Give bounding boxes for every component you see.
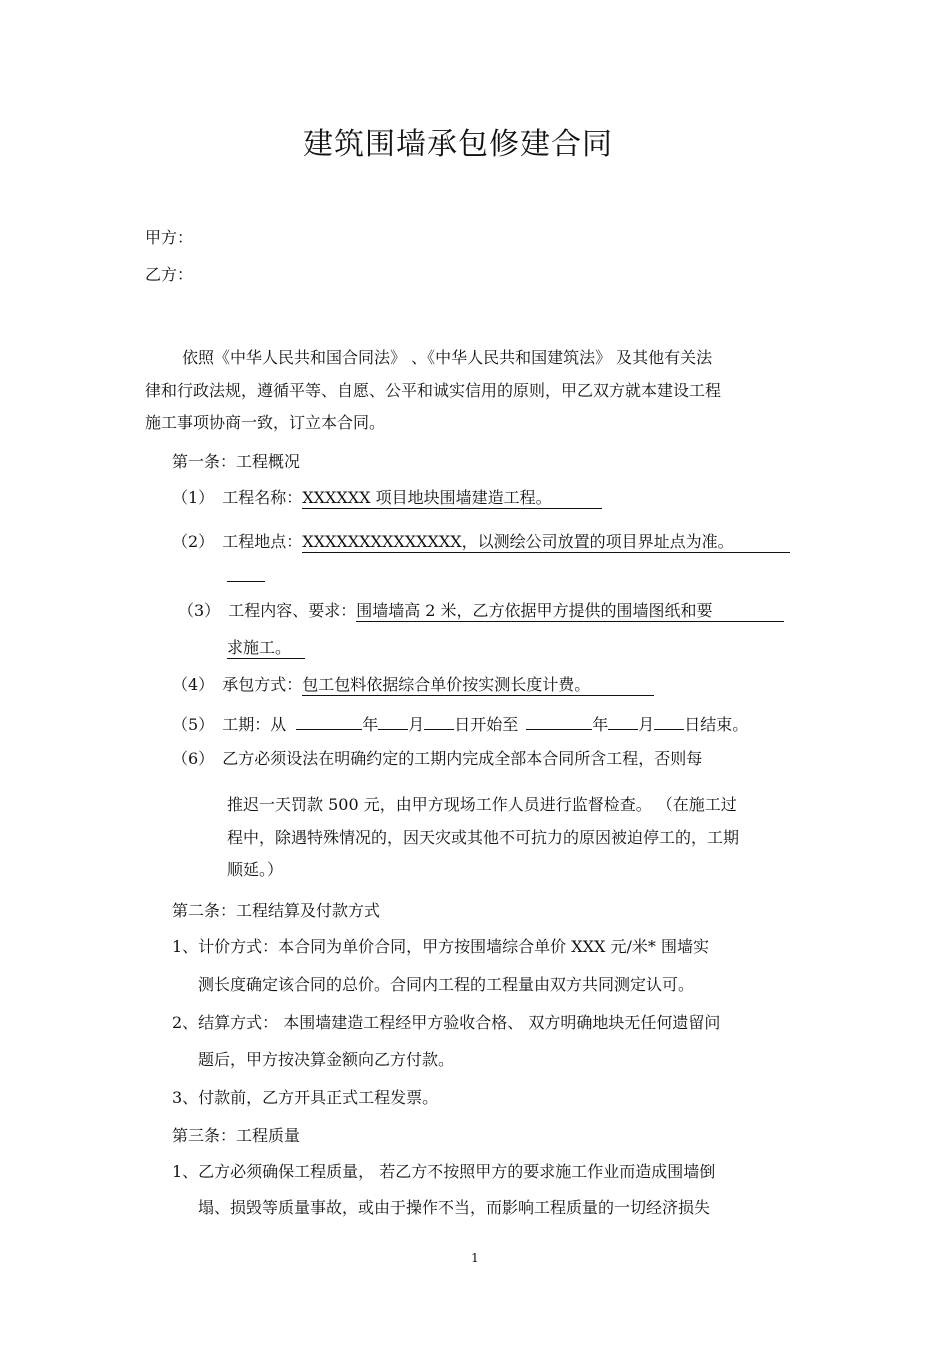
item-label: 承包方式： bbox=[222, 675, 303, 694]
item-3 bbox=[178, 601, 784, 622]
party-a-label: 甲方： bbox=[145, 228, 194, 247]
item-1 bbox=[172, 488, 602, 509]
article-2-heading: 第二条：工程结算及付款方式 bbox=[172, 901, 381, 920]
article-1-heading: 第一条：工程概况 bbox=[172, 452, 301, 471]
article-2-p2-line-1: 2、结算方式： 本围墙建造工程经甲方验收合格、 双方明确地块无任何遗留问 bbox=[172, 1013, 721, 1032]
item-6-line-4: 顺延。） bbox=[227, 860, 284, 879]
item-label: 工程地点： bbox=[222, 532, 303, 551]
item-label: 工程内容、要求： bbox=[228, 601, 357, 620]
item-6-line-2: 推迟一天罚款 500 元，由甲方现场工作人员进行监督检查。 （在施工过 bbox=[227, 795, 737, 814]
item-number: （5） bbox=[172, 715, 215, 734]
item-number: （3） bbox=[178, 601, 221, 620]
article-3-p1-line-2: 塌、损毁等质量事故，或由于操作不当，而影响工程质量的一切经济损失 bbox=[198, 1198, 711, 1217]
item-label: 工期：从 bbox=[222, 715, 287, 734]
item-number: （4） bbox=[172, 675, 215, 694]
preamble-line-2: 律和行政法规，遵循平等、自愿、公平和诚实信用的原则，甲乙双方就本建设工程 bbox=[145, 381, 722, 400]
contract-title: 建筑围墙承包修建合同 bbox=[303, 127, 613, 162]
item-6-line-1: 乙方必须设法在明确约定的工期内完成全部本合同所含工程，否则每 bbox=[222, 749, 703, 768]
item-2 bbox=[172, 532, 790, 553]
end-day-blank bbox=[654, 712, 684, 730]
article-2-p2-line-2: 题后，甲方按决算金额向乙方付款。 bbox=[198, 1050, 455, 1069]
project-location-value: XXXXXXXXXXXXXX，以测绘公司放置的项目界址点为准。 bbox=[302, 532, 790, 553]
party-b-label: 乙方： bbox=[145, 265, 194, 284]
contract-method-value: 包工包料依据综合单价按实测长度计费。 bbox=[302, 675, 654, 696]
article-2-p1-line-1: 1、计价方式：本合同为单价合同，甲方按围墙综合单价 XXX 元/米* 围墙实 bbox=[172, 937, 710, 956]
project-name-value: XXXXXX 项目地块围墙建造工程。 bbox=[302, 488, 602, 509]
item-label: 工程名称： bbox=[222, 488, 303, 507]
article-3-p1-line-1: 1、乙方必须确保工程质量， 若乙方不按照甲方的要求施工作业而造成围墙倒 bbox=[172, 1162, 716, 1181]
start-month-blank bbox=[378, 712, 408, 730]
work-content-value-line-1: 围墙墙高 2 米，乙方依据甲方提供的围墙图纸和要 bbox=[356, 601, 784, 622]
location-underline-continuation bbox=[227, 563, 265, 582]
work-content-value-line-2: 求施工。 bbox=[227, 638, 305, 659]
start-day-blank bbox=[424, 712, 454, 730]
item-number: （1） bbox=[172, 488, 215, 507]
end-year-blank bbox=[526, 712, 592, 730]
article-2-p1-line-2: 测长度确定该合同的总价。合同内工程的工程量由双方共同测定认可。 bbox=[198, 975, 695, 994]
item-4 bbox=[172, 675, 654, 696]
article-3-heading: 第三条：工程质量 bbox=[172, 1126, 301, 1145]
article-2-p3: 3、付款前，乙方开具正式工程发票。 bbox=[172, 1088, 439, 1107]
end-month-blank bbox=[608, 712, 638, 730]
start-year-blank bbox=[296, 712, 362, 730]
item-number: （2） bbox=[172, 532, 215, 551]
page-number: 1 bbox=[471, 1251, 479, 1265]
item-6-line-3: 程中，除遇特殊情况的，因天灾或其他不可抗力的原因被迫停工的，工期 bbox=[227, 828, 740, 847]
item-number: （6） bbox=[172, 749, 215, 768]
preamble-line-1: 依照《中华人民共和国合同法》 、《中华人民共和国建筑法》 及其他有关法 bbox=[182, 348, 713, 367]
item-5: （5） 工期：从 年 月 日开始至 年 月 日结束。 bbox=[172, 712, 748, 735]
preamble-line-3: 施工事项协商一致，订立本合同。 bbox=[145, 413, 386, 432]
item-6 bbox=[172, 749, 702, 769]
